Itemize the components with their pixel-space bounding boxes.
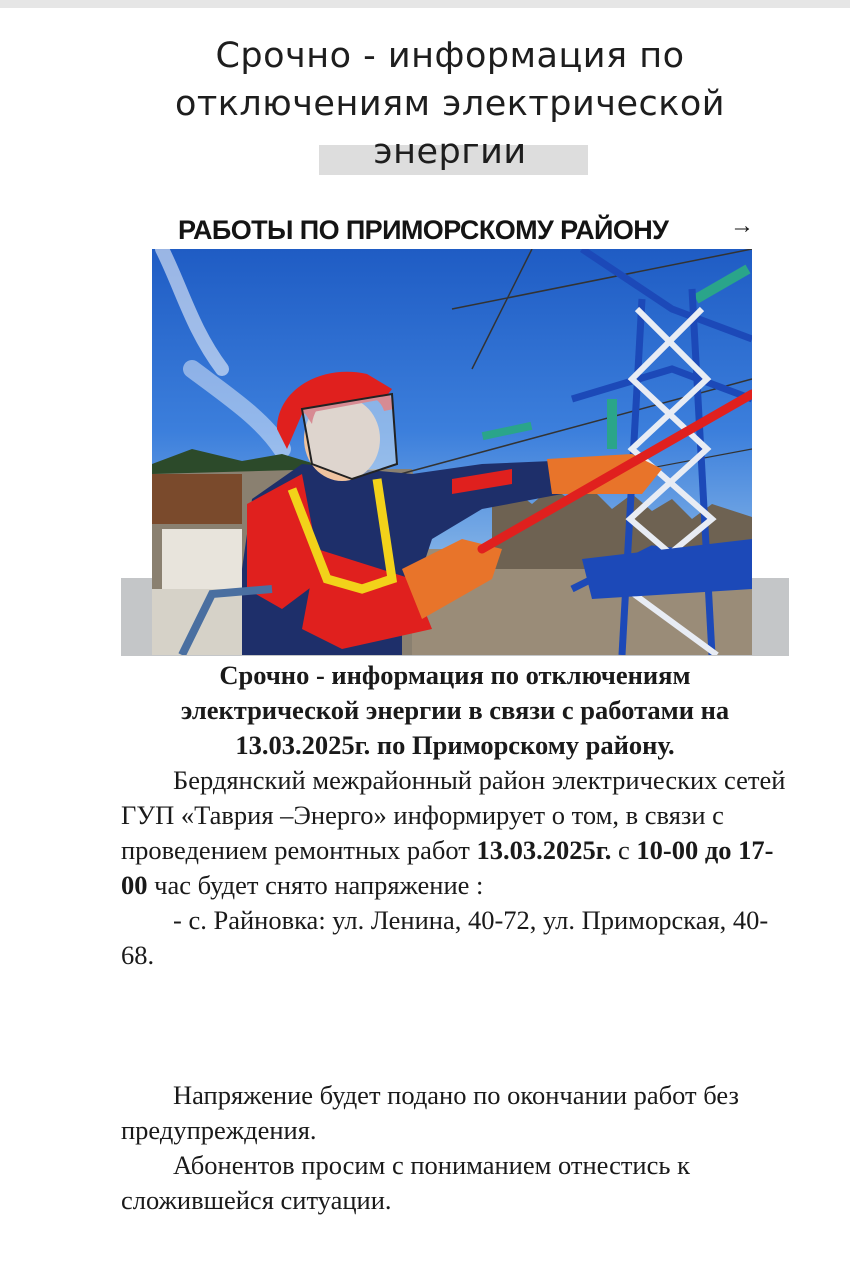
district-works-link[interactable] [178, 210, 768, 250]
affected-address: - с. Райновка: ул. Ленина, 40-72, ул. Приморская, 40-68. [121, 905, 769, 970]
notice-heading-line-1: Срочно - информация по отключениям [219, 660, 691, 690]
notice-paragraph-3: Абонентов просим с пониманием отнестись к сложившейся ситуации. [121, 1150, 690, 1215]
lineman-photo [152, 249, 752, 655]
paragraph-1-text-c: час будет снято напряжение : [147, 870, 484, 900]
outage-date: 13.03.2025г. [476, 835, 612, 865]
spacer [121, 973, 789, 1078]
district-link-label: РАБОТЫ ПО ПРИМОРСКОМУ РАЙОНУ [178, 215, 669, 245]
notice-heading-line-3: 13.03.2025г. по Приморскому району. [235, 730, 675, 760]
title-line-1: Срочно - информация по [215, 36, 685, 76]
outage-time: 10-00 до 17-00 [121, 835, 774, 900]
notice-body [121, 658, 789, 1218]
notice-paragraph-1 [121, 763, 789, 903]
title-line-3: энергии [373, 132, 527, 172]
arrow-right-icon: → [730, 212, 754, 239]
paragraph-1-text-b: с [611, 835, 637, 865]
page-title [120, 32, 780, 176]
notice-paragraph-2: Напряжение будет подано по окончании работ без предупреждения. [121, 1080, 739, 1145]
paragraph-1-text-a: Бердянский межрайонный район электрических сетей ГУП «Таврия –Энерго» информирует о том, в связи с проведением ремонтных работ [121, 765, 786, 865]
title-line-2: отключениям электрической [174, 84, 726, 124]
top-edge [0, 0, 850, 8]
notice-heading-line-2: электрической энергии в связи с работами на [180, 695, 730, 725]
